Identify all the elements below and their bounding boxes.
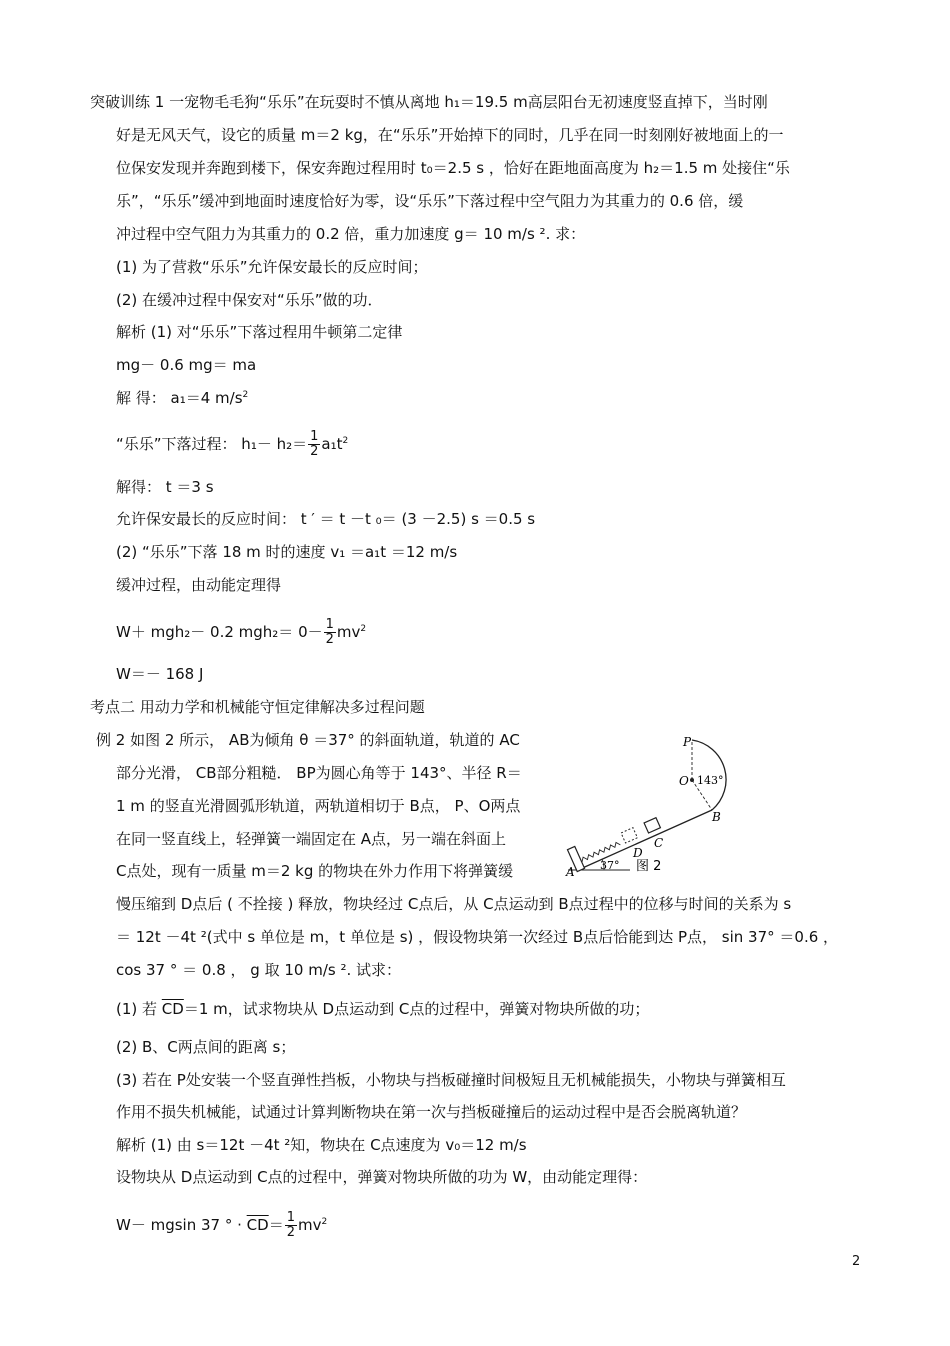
fraction-numerator: 1: [286, 1210, 295, 1225]
equation-text: a₁t: [321, 435, 343, 453]
equation-text: mv: [336, 623, 361, 641]
text-line: 1 m 的竖直光滑圆弧形轨道，两轨道相切于 B点， P、O两点: [116, 797, 521, 815]
label-a: A: [566, 865, 575, 879]
label-theta: 37°: [600, 859, 620, 872]
superscript: 2: [360, 624, 367, 634]
text-line: 冲过程中空气阻力为其重力的 0.2 倍，重力加速度 g＝ 10 m/s ². 求：: [116, 225, 586, 243]
fraction-denominator: 2: [286, 1225, 295, 1240]
text-line: 作用不损失机械能，试通过计算判断物块在第一次与挡板碰撞后的运动过程中是否会脱离轨道？: [116, 1103, 747, 1121]
equation: 解得： t ＝3 s: [116, 478, 214, 496]
label-d: D: [633, 846, 643, 860]
fraction: [324, 618, 336, 647]
equation: mg－ 0.6 mg＝ ma: [116, 356, 257, 374]
text-line: 缓冲过程，由动能定理得: [116, 576, 282, 594]
block: [644, 818, 660, 833]
label-c: C: [654, 836, 664, 850]
equation: [116, 430, 348, 459]
question-3: (3) 若在 P处安装一个竖直弹性挡板，小物块与挡板碰撞时间极短且无机械能损失，小物块与弹簧相互: [116, 1071, 786, 1089]
equation-text: ＝: [268, 1216, 284, 1234]
superscript: 2: [342, 436, 349, 446]
fraction: [285, 1211, 297, 1240]
analysis-heading: 解析 (1) 对“乐乐”下落过程用牛顿第二定律: [116, 323, 403, 341]
question-1: (1) 为了营救“乐乐”允许保安最长的反应时间；: [116, 258, 428, 276]
equation: [116, 388, 248, 408]
page-number: 2: [852, 1254, 861, 1269]
label-b: B: [712, 810, 721, 824]
equation-text: “乐乐”下落过程： h₁－ h₂＝: [116, 435, 308, 453]
question-1: [116, 999, 649, 1019]
superscript: 2: [321, 1217, 328, 1227]
section-heading: 考点二 用动力学和机械能守恒定律解决多过程问题: [90, 698, 425, 716]
question-text: ＝1 m，试求物块从 D点运动到 C点的过程中，弹簧对物块所做的功；: [183, 1000, 650, 1018]
text-line: 例 2 如图 2 所示， AB为倾角 θ ＝37° 的斜面轨道，轨道的 AC: [96, 731, 520, 749]
question-2: (2) B、C两点间的距离 s；: [116, 1038, 296, 1056]
equation-text: mv: [297, 1216, 322, 1234]
label-o: O: [679, 774, 689, 788]
text-line: ＝ 12t －4t ²(式中 s 单位是 m，t 单位是 s) ，假设物块第一次经过 B点后恰能到达 P点， sin 37° ＝0.6 ，: [116, 928, 839, 946]
segment-cd: $\overline{CD}$: [161, 1000, 184, 1018]
question-2: (2) 在缓冲过程中保安对“乐乐”做的功．: [116, 291, 383, 309]
figure-2-diagram: [560, 730, 740, 880]
fraction-denominator: 2: [325, 632, 334, 647]
text-line: C点处，现有一质量 m＝2 kg 的物块在外力作用下将弹簧缓: [116, 862, 514, 880]
equation-text: 解 得： a₁＝4 m/s: [116, 389, 243, 407]
segment-cd: $\overline{CD}$: [246, 1216, 269, 1234]
equation: W＝－ 168 J: [116, 665, 204, 683]
equation: 允许保安最长的反应时间： t ′ ＝ t －t ₀＝ (3 －2.5) s ＝0.5 s: [116, 510, 536, 528]
analysis-heading: 解析 (1) 由 s＝12t －4t ²知，物块在 C点速度为 v₀＝12 m/s: [116, 1136, 527, 1154]
text-line: 好是无风天气，设它的质量 m＝2 kg，在“乐乐”开始掉下的同时，几乎在同一时刻刚好被地面上的一: [116, 126, 784, 144]
text-line: 位保安发现并奔跑到楼下，保安奔跑过程用时 t₀＝2.5 s ，恰好在距地面高度为 h₂＝1.5 m 处接住“乐: [116, 159, 790, 177]
equation: [116, 618, 366, 647]
text-line: 慢压缩到 D点后 ( 不拴接 ) 释放，物块经过 C点后，从 C点运动到 B点过程中的位移与时间的关系为 s: [116, 895, 792, 913]
equation: (2) “乐乐”下落 18 m 时的速度 v₁ ＝a₁t ＝12 m/s: [116, 543, 458, 561]
equation-text: W＋ mgh₂－ 0.2 mgh₂＝ 0－: [116, 623, 323, 641]
text-line: 乐”，“乐乐”缓冲到地面时速度恰好为零，设“乐乐”下落过程中空气阻力为其重力的 0.6 倍，缓: [116, 192, 744, 210]
equation: [116, 1211, 327, 1240]
text-line: 在同一竖直线上，轻弹簧一端固定在 A点，另一端在斜面上: [116, 830, 507, 848]
fraction-numerator: 1: [325, 617, 334, 632]
label-p: P: [683, 735, 692, 749]
fraction-denominator: 2: [310, 444, 319, 459]
text-line: cos 37 ° ＝ 0.8 ， g 取 10 m/s ². 试求：: [116, 961, 402, 979]
superscript: 2: [242, 390, 249, 400]
label-angle: 143°: [697, 774, 724, 787]
fraction-numerator: 1: [310, 429, 319, 444]
text-line: 设物块从 D点运动到 C点的过程中，弹簧对物块所做的功为 W，由动能定理得：: [116, 1168, 648, 1186]
center-point: [690, 778, 694, 782]
figure-caption: 图 2: [636, 859, 662, 874]
text-line: 部分光滑， CB部分粗糙． BP为圆心角等于 143°、半径 R＝: [116, 764, 522, 782]
block-dashed: [621, 828, 637, 843]
question-text: (1) 若: [116, 1000, 162, 1018]
fraction: [308, 430, 320, 459]
text-line: 突破训练 1 一宠物毛毛狗“乐乐”在玩耍时不慎从离地 h₁＝19.5 m高层阳台无初速度竖直掉下，当时刚: [90, 93, 768, 111]
equation-text: W－ mgsin 37 ° ·: [116, 1216, 247, 1234]
